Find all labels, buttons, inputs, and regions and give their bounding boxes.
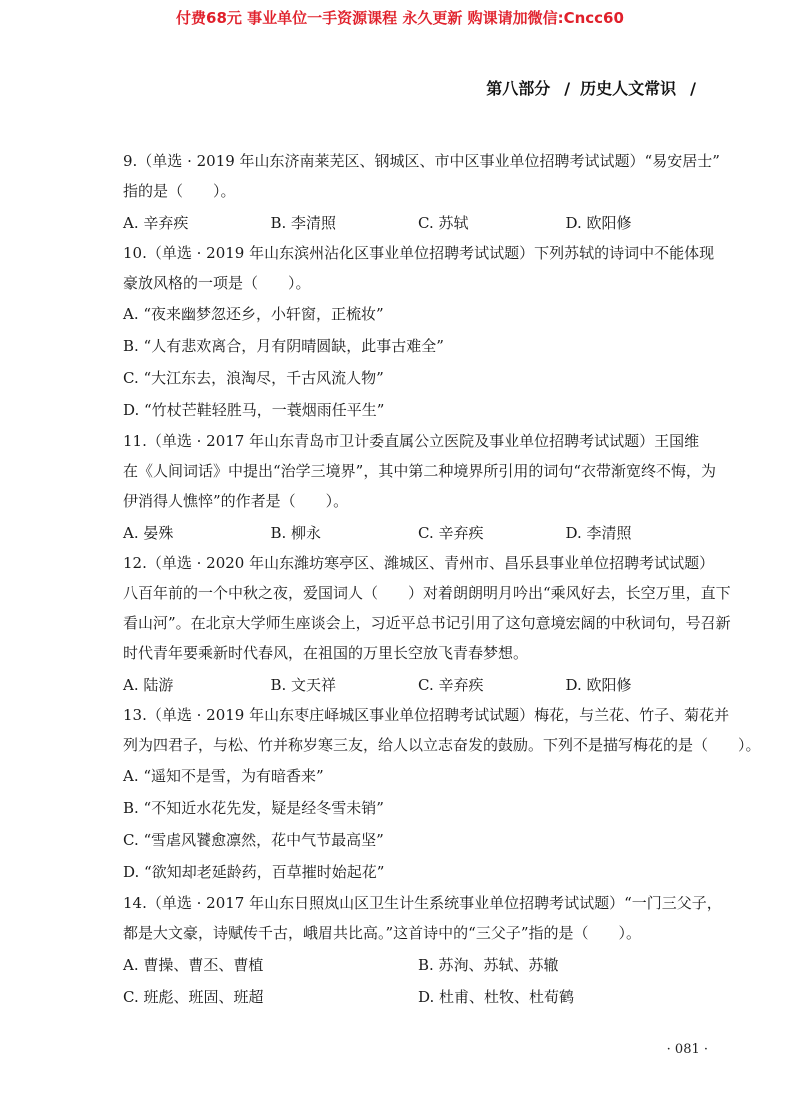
question-stem-line: 豪放风格的一项是（ ）。 [123, 274, 311, 292]
question-11 [123, 426, 717, 516]
option-a: A. “遥知不是雪，为有暗香来” [123, 767, 324, 785]
question-13 [123, 700, 761, 760]
option-d: D. 李清照 [565, 523, 632, 542]
question-list [123, 146, 761, 1012]
option-b: B. 文天祥 [270, 675, 337, 694]
option-d: D. 欧阳修 [565, 675, 632, 694]
option-c: C. 苏轼 [418, 213, 469, 232]
option-b: B. 柳永 [270, 523, 322, 542]
option-a: A. 晏殊 [123, 523, 174, 542]
option-d: D. 杜甫、杜牧、杜荀鹤 [418, 987, 575, 1006]
question-stem-line: 列为四君子，与松、竹并称岁寒三友，给人以立志奋发的鼓励。下列不是描写梅花的是（ ）。 [123, 736, 761, 754]
option-d: D. “欲知却老延龄药，百草摧时始起花” [123, 863, 385, 881]
section-label: 历史人文常识 [580, 79, 677, 98]
options-row [123, 948, 713, 980]
option-a: A. 辛弃疾 [123, 213, 189, 232]
options-row [123, 516, 713, 548]
promo-banner: 付费68元 事业单位一手资源课程 永久更新 购课请加微信:Cncc60 [176, 8, 624, 27]
option-a: A. “夜来幽梦忽还乡，小轩窗，正梳妆” [123, 305, 384, 323]
option-c: C. 辛弃疾 [418, 523, 484, 542]
question-10 [123, 238, 713, 298]
question-stem-line: 在《人间词话》中提出“治学三境界”，其中第二种境界所引用的词句“衣带渐宽终不悔，为 [123, 462, 717, 480]
question-stem-line: 伊消得人憔悴”的作者是（ ）。 [123, 492, 349, 510]
section-header [486, 76, 706, 99]
option-d: D. 欧阳修 [565, 213, 632, 232]
options-row [123, 668, 713, 700]
options-list [123, 298, 713, 426]
question-stem-line: 14.（单选 · 2017 年山东日照岚山区卫生计生系统事业单位招聘考试试题）“一门三父子， [123, 894, 722, 912]
option-a: A. 曹操、曹丕、曹植 [123, 955, 264, 974]
question-14 [123, 888, 722, 948]
option-a: A. 陆游 [123, 675, 174, 694]
question-stem-line: 指的是（ ）。 [123, 182, 236, 200]
question-9 [123, 146, 720, 206]
options-row [123, 206, 713, 238]
question-stem-line: 11.（单选 · 2017 年山东青岛市卫计委直属公立医院及事业单位招聘考试试题）王国维 [123, 432, 700, 450]
question-stem-line: 9.（单选 · 2019 年山东济南莱芜区、钢城区、市中区事业单位招聘考试试题）“易安居士” [123, 152, 720, 170]
question-stem-line: 10.（单选 · 2019 年山东滨州沾化区事业单位招聘考试试题）下列苏轼的诗词中不能体现 [123, 244, 715, 262]
question-stem-line: 13.（单选 · 2019 年山东枣庄峄城区事业单位招聘考试试题）梅花，与兰花、竹子、菊花并 [123, 706, 730, 724]
header-slash: / [690, 79, 696, 98]
header-slash: / [564, 79, 571, 98]
page-number: · 081 · [666, 1042, 708, 1057]
options-list [123, 760, 713, 888]
option-c: C. 辛弃疾 [418, 675, 484, 694]
question-12 [123, 548, 731, 668]
option-b: B. “人有悲欢离合，月有阴晴圆缺，此事古难全” [123, 337, 444, 355]
question-stem-line: 12.（单选 · 2020 年山东潍坊寒亭区、潍城区、青州市、昌乐县事业单位招聘考试试题） [123, 554, 715, 572]
option-c: C. 班彪、班固、班超 [123, 987, 264, 1006]
option-c: C. “雪虐风饕愈凛然，花中气节最高坚” [123, 831, 384, 849]
option-d: D. “竹杖芒鞋轻胜马，一蓑烟雨任平生” [123, 401, 385, 419]
option-c: C. “大江东去，浪淘尽，千古风流人物” [123, 369, 384, 387]
option-b: B. 李清照 [270, 213, 337, 232]
question-stem-line: 看山河”。在北京大学师生座谈会上，习近平总书记引用了这句意境宏阔的中秋词句，号召新 [123, 614, 731, 632]
part-label: 第八部分 [486, 79, 551, 98]
options-row [123, 980, 713, 1012]
question-stem-line: 八百年前的一个中秋之夜，爱国词人（ ）对着朗朗明月吟出“乘风好去，长空万里，直下 [123, 584, 731, 602]
question-stem-line: 都是大文豪，诗赋传千古，峨眉共比高。”这首诗中的“三父子”指的是（ ）。 [123, 924, 642, 942]
option-b: B. “不知近水花先发，疑是经冬雪未销” [123, 799, 384, 817]
question-stem-line: 时代青年要乘新时代春风，在祖国的万里长空放飞青春梦想。 [123, 644, 529, 662]
option-b: B. 苏洵、苏轼、苏辙 [418, 955, 559, 974]
